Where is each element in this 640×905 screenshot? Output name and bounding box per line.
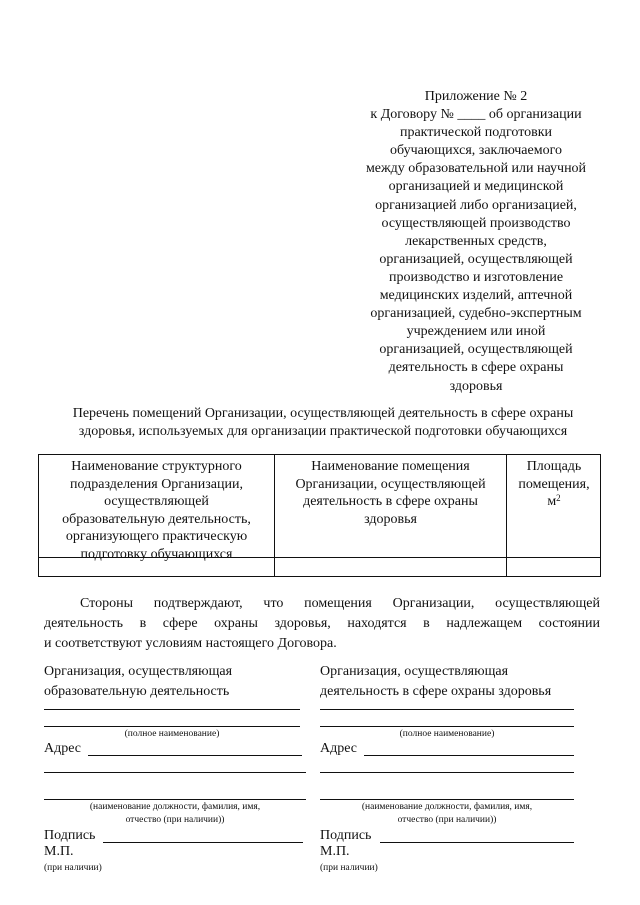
- premises-table: [38, 454, 601, 577]
- right-name-line: [320, 726, 574, 727]
- header-text: деятельность в сфере охраны: [303, 494, 478, 509]
- right-signature-label: Подпись: [320, 828, 372, 843]
- right-position-caption: отчество (при наличии)): [397, 815, 497, 825]
- left-full-name-caption: (полное наименование): [124, 729, 220, 739]
- header-text: Наименование структурного: [71, 459, 242, 474]
- appendix-line: Приложение № 2: [424, 89, 528, 104]
- left-address-line: [88, 755, 302, 756]
- left-position-line: [44, 799, 306, 800]
- right-stamp-label: М.П.: [320, 844, 350, 859]
- paragraph-line: деятельность в сфере охраны здоровья, находятся в надлежащем состоянии: [44, 616, 600, 631]
- paragraph-line: Стороны подтверждают, что помещения Организации, осуществляющей: [80, 596, 600, 611]
- appendix-line: медицинских изделий, аптечной: [379, 288, 573, 304]
- appendix-line: производство и изготовление: [388, 269, 564, 285]
- list-title-line: Перечень помещений Организации, осуществляющей деятельность в сфере охраны: [72, 406, 574, 421]
- appendix-line: деятельность в сфере охраны: [388, 360, 564, 376]
- left-address-label: Адрес: [44, 741, 82, 756]
- appendix-line: осуществляющей производство: [381, 215, 571, 231]
- party-heading-line: образовательную деятельность: [44, 684, 230, 699]
- right-address-label: Адрес: [320, 741, 358, 756]
- appendix-line: организацией либо организацией,: [375, 197, 577, 213]
- table-header-area: [507, 458, 601, 511]
- header-text: Площадь: [526, 459, 582, 474]
- appendix-heading: [345, 88, 607, 396]
- list-title-line: здоровья, используемых для организации практической подготовки обучающихся: [78, 424, 568, 439]
- area-unit: [507, 493, 601, 511]
- right-full-name-caption: (полное наименование): [399, 729, 495, 739]
- appendix-line: организацией и медицинской: [388, 179, 564, 195]
- left-address-line: [44, 772, 306, 773]
- appendix-line: организацией, осуществляющей: [379, 251, 573, 267]
- left-position-caption: отчество (при наличии)): [125, 815, 225, 825]
- left-signature-line: [103, 842, 303, 843]
- right-stamp-caption: (при наличии): [320, 863, 378, 873]
- left-name-line: [44, 709, 300, 710]
- party-heading-line: Организация, осуществляющая: [320, 664, 509, 679]
- header-text: осуществляющей: [104, 494, 209, 509]
- header-text: организующего практическую: [65, 529, 248, 544]
- appendix-line: между образовательной или научной: [365, 161, 587, 177]
- header-text: образовательную деятельность,: [62, 511, 251, 527]
- appendix-line: к Договору № ____ об организации: [370, 107, 582, 123]
- unit-superscript: 2: [556, 493, 561, 503]
- left-name-line: [44, 726, 300, 727]
- header-text: Наименование помещения: [311, 459, 470, 474]
- party-heading-line: Организация, осуществляющая: [44, 664, 233, 679]
- appendix-line: организацией, судебно-экспертным: [370, 306, 582, 322]
- right-name-line: [320, 709, 574, 710]
- right-position-caption: (наименование должности, фамилия, имя,: [361, 802, 533, 812]
- appendix-line: организацией, осуществляющей: [379, 342, 573, 358]
- header-text: помещения,: [518, 476, 590, 492]
- table-header-structural-unit: [39, 458, 274, 563]
- left-position-caption: (наименование должности, фамилия, имя,: [89, 802, 261, 812]
- paragraph-line: и соответствуют условиям настоящего Договора.: [44, 636, 337, 651]
- header-text: Организации, осуществляющей: [295, 476, 486, 492]
- confirmation-paragraph: [44, 594, 600, 654]
- right-position-line: [320, 799, 574, 800]
- right-address-line: [320, 772, 574, 773]
- left-party-heading: [44, 662, 232, 702]
- left-stamp-label: М.П.: [44, 844, 74, 859]
- right-party-heading: [320, 662, 551, 702]
- right-address-line: [364, 755, 574, 756]
- header-text: подготовку обучающихся: [80, 546, 233, 562]
- right-signature-line: [380, 842, 574, 843]
- left-signature-label: Подпись: [44, 828, 96, 843]
- appendix-line: учреждением или иной: [406, 324, 546, 340]
- appendix-line: практической подготовки: [399, 125, 553, 141]
- left-stamp-caption: (при наличии): [44, 863, 102, 873]
- appendix-line: обучающихся, заключаемого: [389, 143, 562, 159]
- unit-text: м: [547, 494, 557, 509]
- header-text: здоровья: [364, 511, 417, 527]
- appendix-line: здоровья: [449, 378, 503, 394]
- table-header-premises-name: [275, 458, 506, 528]
- list-title: [38, 405, 608, 441]
- party-heading-line: деятельность в сфере охраны здоровья: [320, 684, 552, 699]
- appendix-line: лекарственных средств,: [405, 233, 547, 249]
- header-text: подразделения Организации,: [70, 476, 243, 492]
